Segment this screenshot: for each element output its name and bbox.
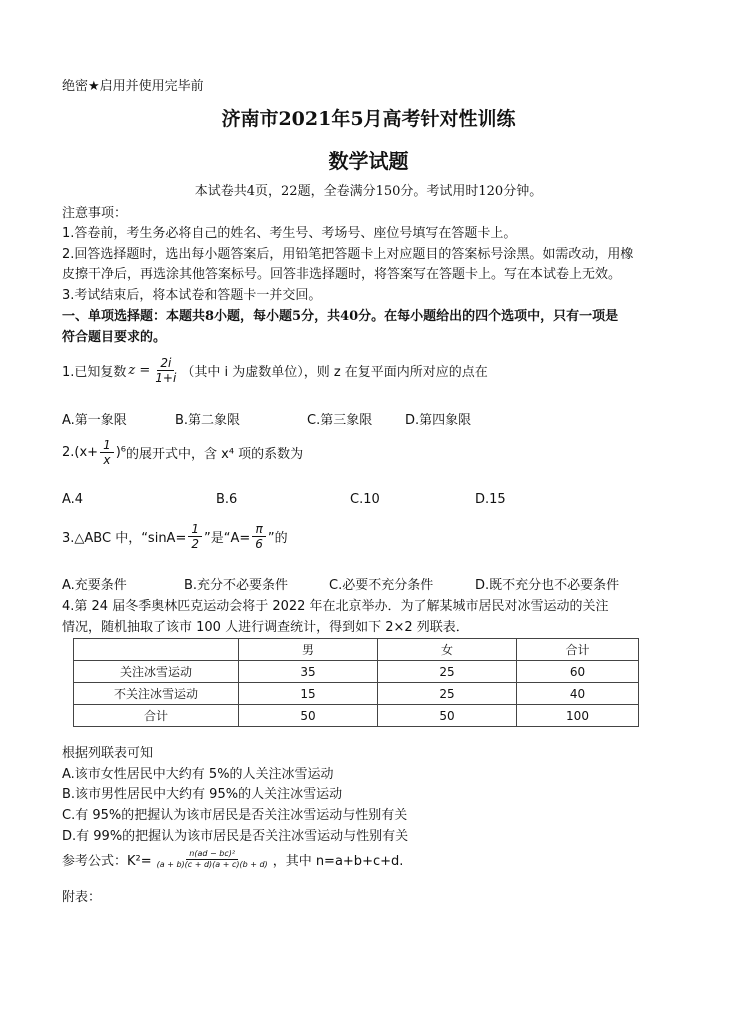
table-cell: 15 (239, 683, 378, 705)
note-3: 3.考试结束后，将本试卷和答题卡一并交回。 (62, 288, 322, 303)
question-1 (62, 356, 488, 385)
q3-middle: ”是“A= (203, 531, 251, 546)
q1-prefix: 1.已知复数 (62, 365, 127, 380)
table-cell: 25 (378, 683, 517, 705)
table-cell: 50 (378, 705, 517, 727)
question-2 (62, 438, 303, 467)
table-header-cell (74, 639, 239, 661)
notes-heading: 注意事项： (62, 206, 128, 221)
q3-option-d: D.既不充分也不必要条件 (475, 578, 620, 593)
note-2-line-2: 皮擦干净后，再选涂其他答案标号。回答非选择题时，将答案写在答题卡上。写在本试卷上无效。 (62, 267, 622, 282)
q4-option-a: A.该市女性居民中大约有 5%的人关注冰雪运动 (62, 767, 334, 782)
table-row (74, 705, 639, 727)
q4-line-2: 情况，随机抽取了该市 100 人进行调查统计，得到如下 2×2 列联表． (62, 620, 469, 635)
note-2-line-1: 2.回答选择题时，选出每小题答案后，用铅笔把答题卡上对应题目的答案标号涂黑。如需改动，用橡 (62, 247, 634, 262)
formula-suffix: ，其中 n=a+b+c+d. (272, 854, 404, 869)
table-cell: 不关注冰雪运动 (74, 683, 239, 705)
appendix-label: 附表： (62, 890, 102, 905)
q1-fraction (152, 356, 179, 385)
q4-option-b: B.该市男性居民中大约有 95%的人关注冰雪运动 (62, 787, 343, 802)
q4-option-d: D.有 99%的把握认为该市居民是否关注冰雪运动与性别有关 (62, 829, 409, 844)
table-cell: 100 (517, 705, 639, 727)
q1-option-c: C.第三象限 (307, 413, 373, 428)
q2-exponent: )⁶ (115, 445, 126, 460)
q1-var: z = (128, 363, 151, 378)
table-cell: 50 (239, 705, 378, 727)
q2-option-d: D.15 (475, 492, 506, 507)
table-cell: 60 (517, 661, 639, 683)
formula-denominator: (a + b)(c + d)(a + c)(b + d) (156, 860, 268, 869)
subject-title: 数学试题 (328, 149, 409, 173)
q2-fraction (100, 438, 114, 467)
q3-numerator-2: π (252, 522, 265, 537)
q3-option-b: B.充分不必要条件 (184, 578, 289, 593)
table-cell: 35 (239, 661, 378, 683)
formula-numerator: n(ad − bc)² (186, 849, 238, 860)
contingency-table (73, 638, 639, 727)
q2-prefix: 2.(x+ (62, 445, 99, 460)
table-cell: 40 (517, 683, 639, 705)
table-cell: 关注冰雪运动 (74, 661, 239, 683)
q2-option-c: C.10 (350, 492, 380, 507)
table-row (74, 661, 639, 683)
question-3 (62, 522, 288, 551)
table-cell: 合计 (74, 705, 239, 727)
table-row (74, 683, 639, 705)
section-heading-line-1: 一、单项选择题：本题共8小题，每小题5分，共40分。在每小题给出的四个选项中，只有一项是 (62, 309, 619, 324)
section-heading-line-2: 符合题目要求的。 (62, 330, 167, 345)
q1-denominator: 1+i (155, 371, 177, 385)
q3-fraction-2 (252, 522, 266, 551)
table-cell: 25 (378, 661, 517, 683)
table-header-cell: 男 (239, 639, 378, 661)
q1-numerator: 2i (157, 356, 174, 371)
table-header-row (74, 639, 639, 661)
page-title: 济南市2021年5月高考针对性训练 (221, 108, 516, 130)
q1-option-b: B.第二象限 (175, 413, 241, 428)
q1-option-a: A.第一象限 (62, 413, 127, 428)
note-1: 1.答卷前，考生务必将自己的姓名、考生号、考场号、座位号填写在答题卡上。 (62, 226, 517, 241)
q2-denominator: x (103, 453, 111, 467)
q3-fraction-1 (188, 522, 202, 551)
q3-denominator-1: 2 (191, 537, 199, 551)
table-header-cell: 合计 (517, 639, 639, 661)
q3-option-a: A.充要条件 (62, 578, 127, 593)
exam-info: 本试卷共4页，22题，全卷满分150分。考试用时120分钟。 (194, 184, 543, 199)
q3-denominator-2: 6 (255, 537, 263, 551)
q1-option-d: D.第四象限 (405, 413, 472, 428)
q1-suffix: （其中 i 为虚数单位），则 z 在复平面内所对应的点在 (181, 365, 488, 380)
q2-option-a: A.4 (62, 492, 84, 507)
reference-formula (62, 849, 403, 870)
formula-fraction (154, 849, 271, 870)
q3-prefix: 3.△ABC 中，“sinA= (62, 531, 187, 546)
confidential-note: 绝密★启用并使用完毕前 (62, 79, 204, 94)
table-header-cell: 女 (378, 639, 517, 661)
q4-line-1: 4.第 24 届冬季奥林匹克运动会将于 2022 年在北京举办．为了解某城市居民对冰雪运动的关注 (62, 599, 609, 614)
q3-option-c: C.必要不充分条件 (329, 578, 434, 593)
q2-option-b: B.6 (216, 492, 238, 507)
q2-numerator: 1 (100, 438, 114, 453)
formula-prefix: 参考公式：K²= (62, 854, 152, 869)
q2-suffix: 的展开式中，含 x⁴ 项的系数为 (126, 447, 304, 462)
q3-numerator-1: 1 (188, 522, 202, 537)
q4-option-c: C.有 95%的把握认为该市居民是否关注冰雪运动与性别有关 (62, 808, 408, 823)
q3-suffix: ”的 (267, 531, 288, 546)
q4-lead: 根据列联表可知 (62, 746, 154, 761)
